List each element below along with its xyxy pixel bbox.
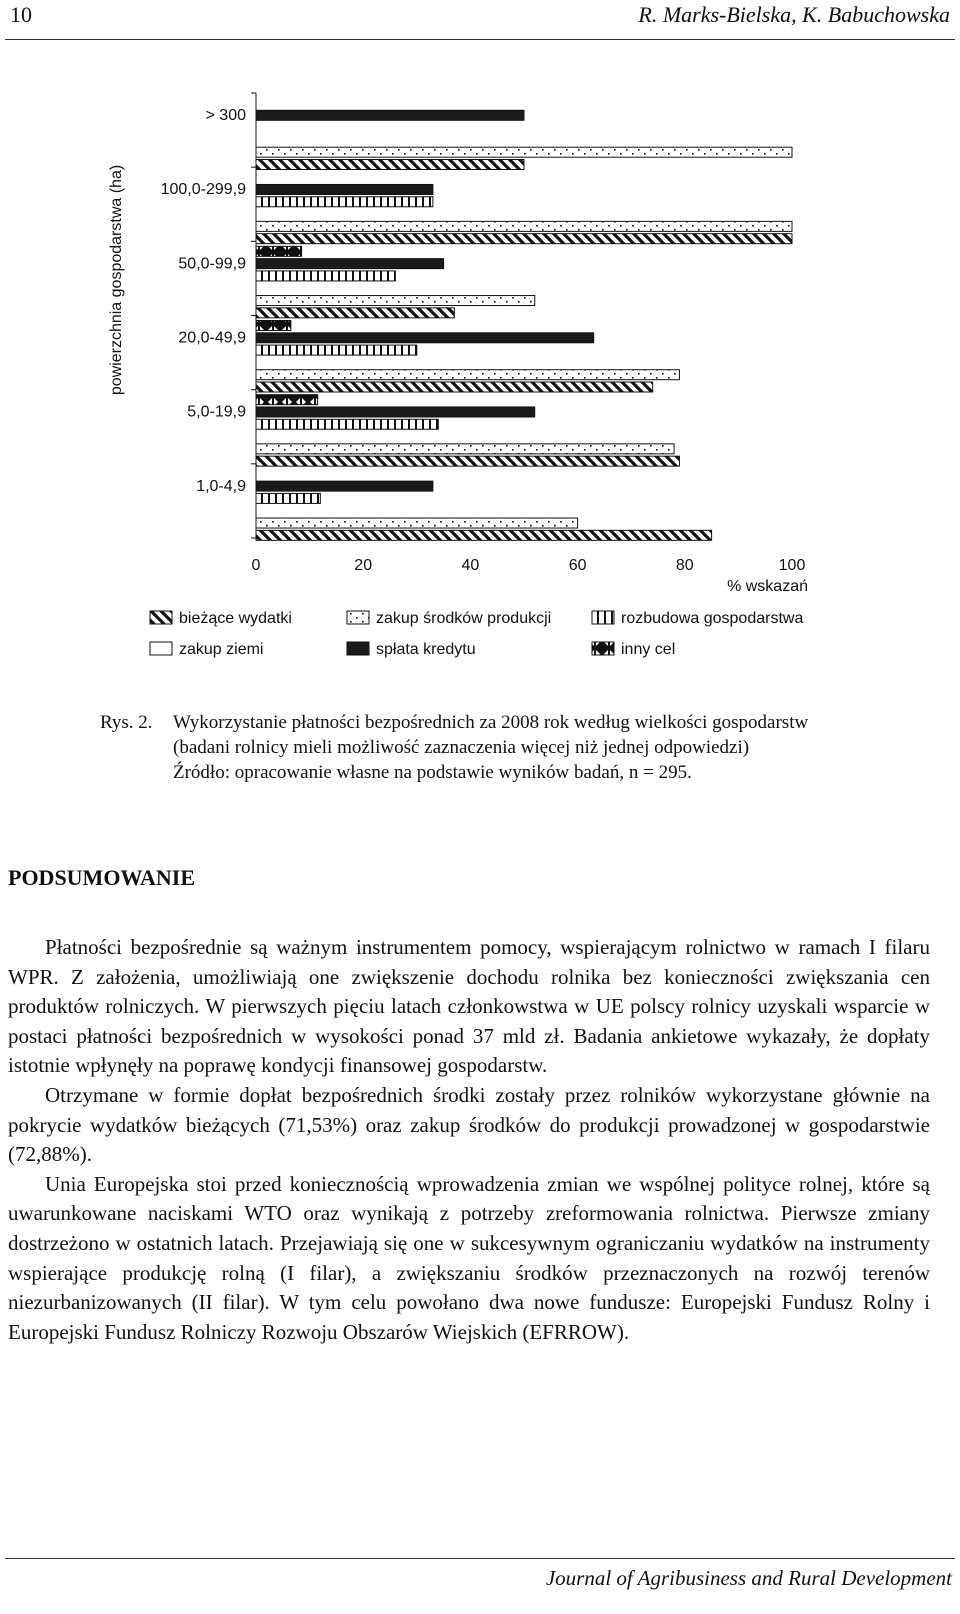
bar (256, 444, 674, 454)
x-tick-label: 80 (675, 557, 694, 574)
running-head-authors: R. Marks-Bielska, K. Babuchowska (638, 2, 950, 27)
paragraph: Otrzymane w formie dopłat bezpośrednich środki zostały przez rolników wykorzystane głównie na pokrycie wydatków bieżących (71,53%) oraz zakup środków do produkcji prowadzonej w gospodarstwie (72,88%). (8, 1082, 930, 1167)
legend-swatch (592, 611, 614, 624)
bar-chart (0, 60, 960, 700)
x-axis-title: % wskazań (727, 578, 808, 595)
bar (256, 419, 438, 429)
x-tick-label: 0 (251, 557, 261, 574)
legend-label: spłata kredytu (376, 641, 476, 658)
bar (256, 370, 679, 380)
bar (256, 456, 679, 466)
page-header (0, 0, 960, 40)
legend-swatch (592, 642, 614, 655)
figure-label: Rys. 2. (100, 712, 153, 733)
bar (256, 197, 433, 207)
bar (256, 493, 320, 503)
paragraph: Unia Europejska stoi przed koniecznością wprowadzenia zmian we wspólnej polityce rolnej, które są uwarunkowane naciskami WTO oraz wynikają z potrzeby zreformowania rolnictwa. Pierwsze zmiany dostrzeżono w ostatnich latach. Przejawiają się one w sukcesywnym ograniczaniu wydatków na instrumenty wspierające produkcję rolną (I filar), a zwiększaniu środków przeznaczonych na rozwój terenów niezurbanizowanych (II filar). W tym celu powołano dwa nowe fundusze: Europejski Fundusz Rolny i Europejski Fundusz Rolniczy Rozwoju Obszarów Wiejskich (EFRROW). (8, 1171, 930, 1344)
legend-swatch (347, 642, 369, 655)
figure-source: Źródło: opracowanie własne na podstawie wyników badań, n = 295. (173, 762, 692, 783)
bar (256, 308, 454, 318)
legend-label: rozbudowa gospodarstwa (621, 610, 804, 627)
y-tick-label: 50,0-99,9 (178, 255, 246, 273)
bar (256, 333, 594, 343)
bar (256, 160, 524, 170)
journal-footer: Journal of Agribusiness and Rural Development (545, 1566, 952, 1590)
bar (256, 382, 653, 392)
figure-caption-text: Wykorzystanie płatności bezpośrednich za 2008 rok według wielkości gospodarstw (badani rolnicy mieli możliwość zaznaczenia więcej niż jednej odpowiedzi) (173, 712, 809, 758)
section-body (8, 933, 930, 1347)
x-tick-label: 60 (568, 557, 587, 574)
bar (256, 530, 712, 540)
bar (256, 246, 302, 256)
bar (256, 296, 535, 306)
bar (256, 395, 318, 405)
legend-swatch (347, 611, 369, 624)
bar (256, 321, 291, 331)
x-tick-label: 100 (778, 557, 806, 574)
bar (256, 184, 433, 194)
y-tick-label: 100,0-299,9 (160, 181, 246, 199)
bar (256, 147, 792, 157)
bar (256, 407, 535, 417)
bar (256, 345, 417, 355)
legend-label: inny cel (621, 641, 676, 658)
bar (256, 518, 578, 528)
header-rule (5, 39, 955, 40)
bar (256, 271, 395, 281)
bar (256, 110, 524, 120)
bar (256, 259, 444, 269)
legend-swatch (150, 642, 172, 655)
figure-caption (100, 710, 860, 785)
legend-label: zakup ziemi (179, 641, 264, 658)
paragraph: Płatności bezpośrednie są ważnym instrumentem pomocy, wspierającym rolnictwo w ramach I filaru WPR. Z założenia, umożliwiają one zwiększenie dochodu rolnika bez konieczności zwiększania cen produktów rolniczych. W pierwszych pięciu latach członkowstwa w UE polscy rolnicy uzyskali wsparcie w postaci płatności bezpośrednich w wysokości ponad 37 mld zł. Badania ankietowe wykazały, że dopłaty istotnie wpłynęły na poprawę kondycji finansowej gospodarstw. (8, 935, 930, 1078)
legend-label: bieżące wydatki (179, 610, 292, 627)
y-tick-label: > 300 (205, 107, 246, 124)
x-tick-label: 20 (354, 557, 373, 574)
bar (256, 221, 792, 231)
bar (256, 481, 433, 491)
y-tick-label: 1,0-4,9 (196, 477, 246, 495)
section-heading: PODSUMOWANIE (8, 865, 196, 890)
page-number: 10 (10, 2, 32, 27)
bar (256, 234, 792, 244)
x-tick-label: 40 (461, 557, 480, 574)
legend-swatch (150, 611, 172, 624)
chart-y-axis-title: powierzchnia gospodarstwa (ha) (108, 164, 125, 396)
legend-label: zakup środków produkcji (376, 610, 552, 627)
footer-rule (5, 1558, 955, 1559)
y-tick-label: 5,0-19,9 (187, 403, 246, 421)
y-tick-label: 20,0-49,9 (178, 329, 246, 347)
